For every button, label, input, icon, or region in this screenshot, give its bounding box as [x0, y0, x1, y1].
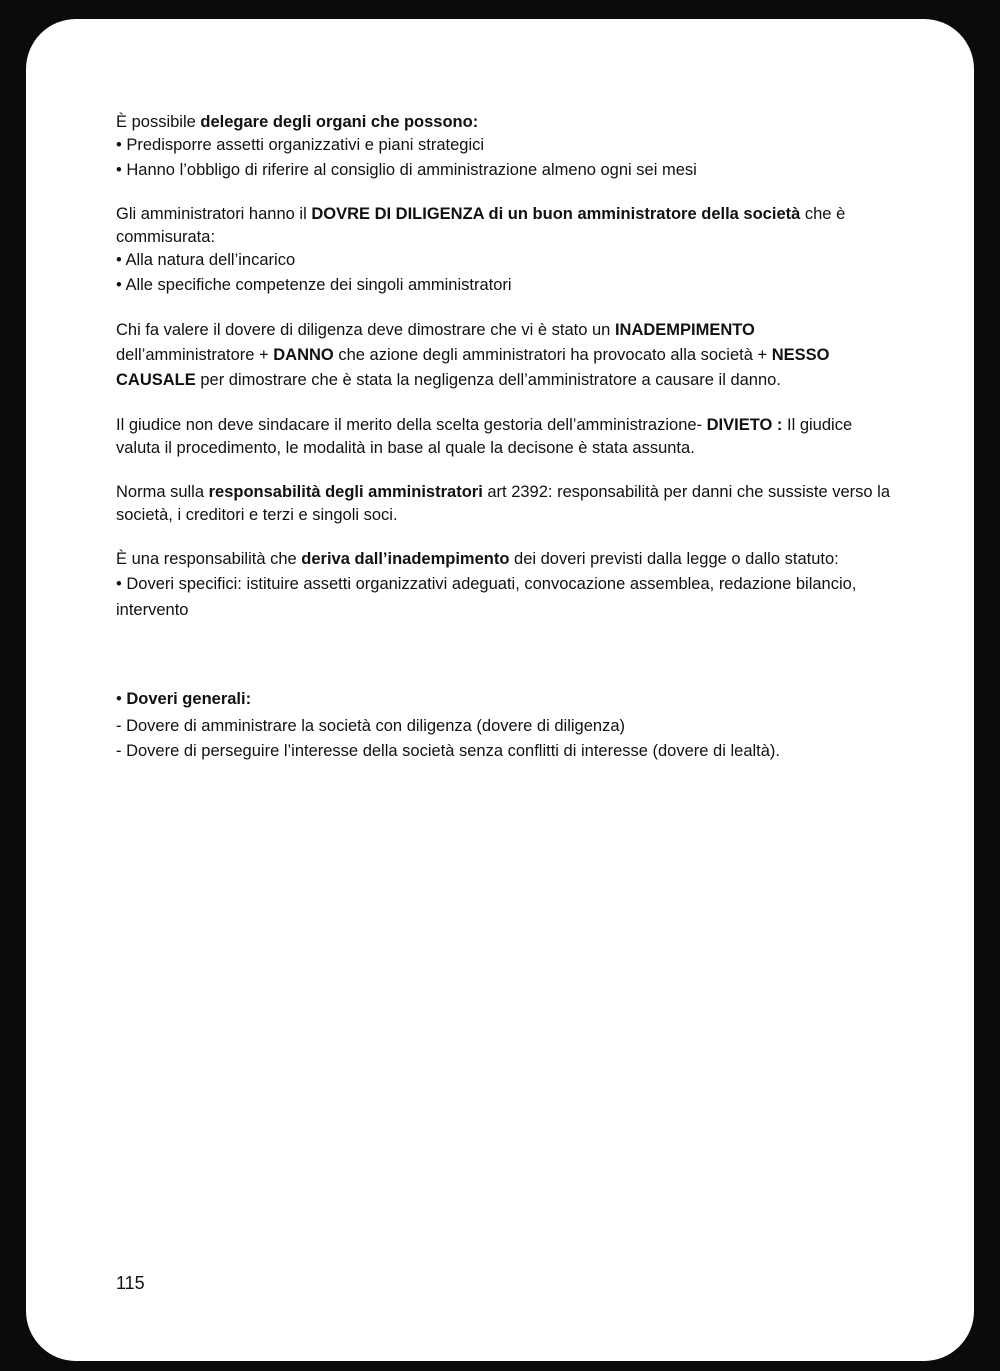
- bold-text: responsabilità degli amministratori: [208, 483, 483, 501]
- list-item: - Dovere di amministrare la società con diligenza (dovere di diligenza): [116, 717, 625, 735]
- bold-text: deriva dall’inadempimento: [301, 550, 510, 568]
- bold-text: DOVRE DI DILIGENZA di un buon amministratore della società: [311, 205, 801, 223]
- list-item: • Predisporre assetti organizzativi e piani strategici: [116, 136, 485, 154]
- document-page: [26, 19, 974, 1361]
- paragraph-burden-of-proof: [116, 318, 896, 393]
- section-heading: [116, 688, 896, 711]
- bold-text: Doveri generali:: [126, 690, 252, 708]
- page-content: [116, 111, 896, 784]
- paragraph-delegation: [116, 111, 896, 182]
- bold-text: INADEMPIMENTO: [614, 321, 755, 339]
- text-run: dei doveri previsti dalla legge o dallo statuto:: [509, 550, 839, 568]
- text-run: Il giudice non deve sindacare il merito della scelta gestoria dell’amministrazione-: [116, 416, 707, 434]
- paragraph-text: [116, 548, 896, 571]
- paragraph-liability-origin: [116, 548, 896, 623]
- text-run: Chi fa valere il dovere di diligenza deve dimostrare che vi è stato un: [116, 321, 615, 339]
- bold-text: delegare degli organi che possono:: [200, 113, 479, 131]
- list-item: • Alle specifiche competenze dei singoli amministratori: [116, 276, 512, 294]
- text-run: È una responsabilità che: [116, 550, 302, 568]
- spacer: [116, 644, 896, 688]
- paragraph-text: [116, 111, 896, 134]
- text-run: per dimostrare che è stata la negligenza dell’amministratore a causare il danno.: [195, 371, 781, 389]
- text-run: che è commisurata:: [116, 205, 846, 246]
- paragraph-diligence-duty: [116, 203, 896, 297]
- bold-text: NESSO CAUSALE: [116, 346, 830, 389]
- text-run: Il giudice valuta il procedimento, le modalità in base al quale la decisone è stata assunta.: [116, 416, 853, 457]
- bold-text: DANNO: [273, 346, 334, 364]
- paragraph-text: [116, 203, 896, 249]
- paragraph-text: [116, 414, 896, 460]
- list-item: • Hanno l’obbligo di riferire al consiglio di amministrazione almeno ogni sei mesi: [116, 161, 697, 179]
- page-number: 115: [116, 1273, 145, 1293]
- text-run: Gli amministratori hanno il: [116, 205, 312, 223]
- paragraph-text: [116, 318, 896, 393]
- text-run: dell’amministratore +: [116, 346, 274, 364]
- list-item: • Alla natura dell’incarico: [116, 251, 296, 269]
- paragraph-text: [116, 481, 896, 527]
- paragraph-judge: [116, 414, 896, 460]
- paragraph-general-duties: [116, 688, 896, 763]
- paragraph-liability-norm: [116, 481, 896, 527]
- text-run: È possibile: [116, 113, 201, 131]
- bold-text: DIVIETO :: [706, 416, 783, 434]
- text-run: che azione degli amministratori ha provocato alla società +: [333, 346, 772, 364]
- text-run: Norma sulla: [116, 483, 209, 501]
- list-item: - Dovere di perseguire l’interesse della società senza conflitti di interesse (dovere di lealtà).: [116, 742, 780, 760]
- bullet: •: [116, 690, 127, 708]
- list-item: • Doveri specifici: istituire assetti organizzativi adeguati, convocazione assemblea, redazione bilancio, intervento: [116, 575, 857, 619]
- text-run: art 2392: responsabilità per danni che sussiste verso la società, i creditori e terzi e singoli soci.: [116, 483, 891, 524]
